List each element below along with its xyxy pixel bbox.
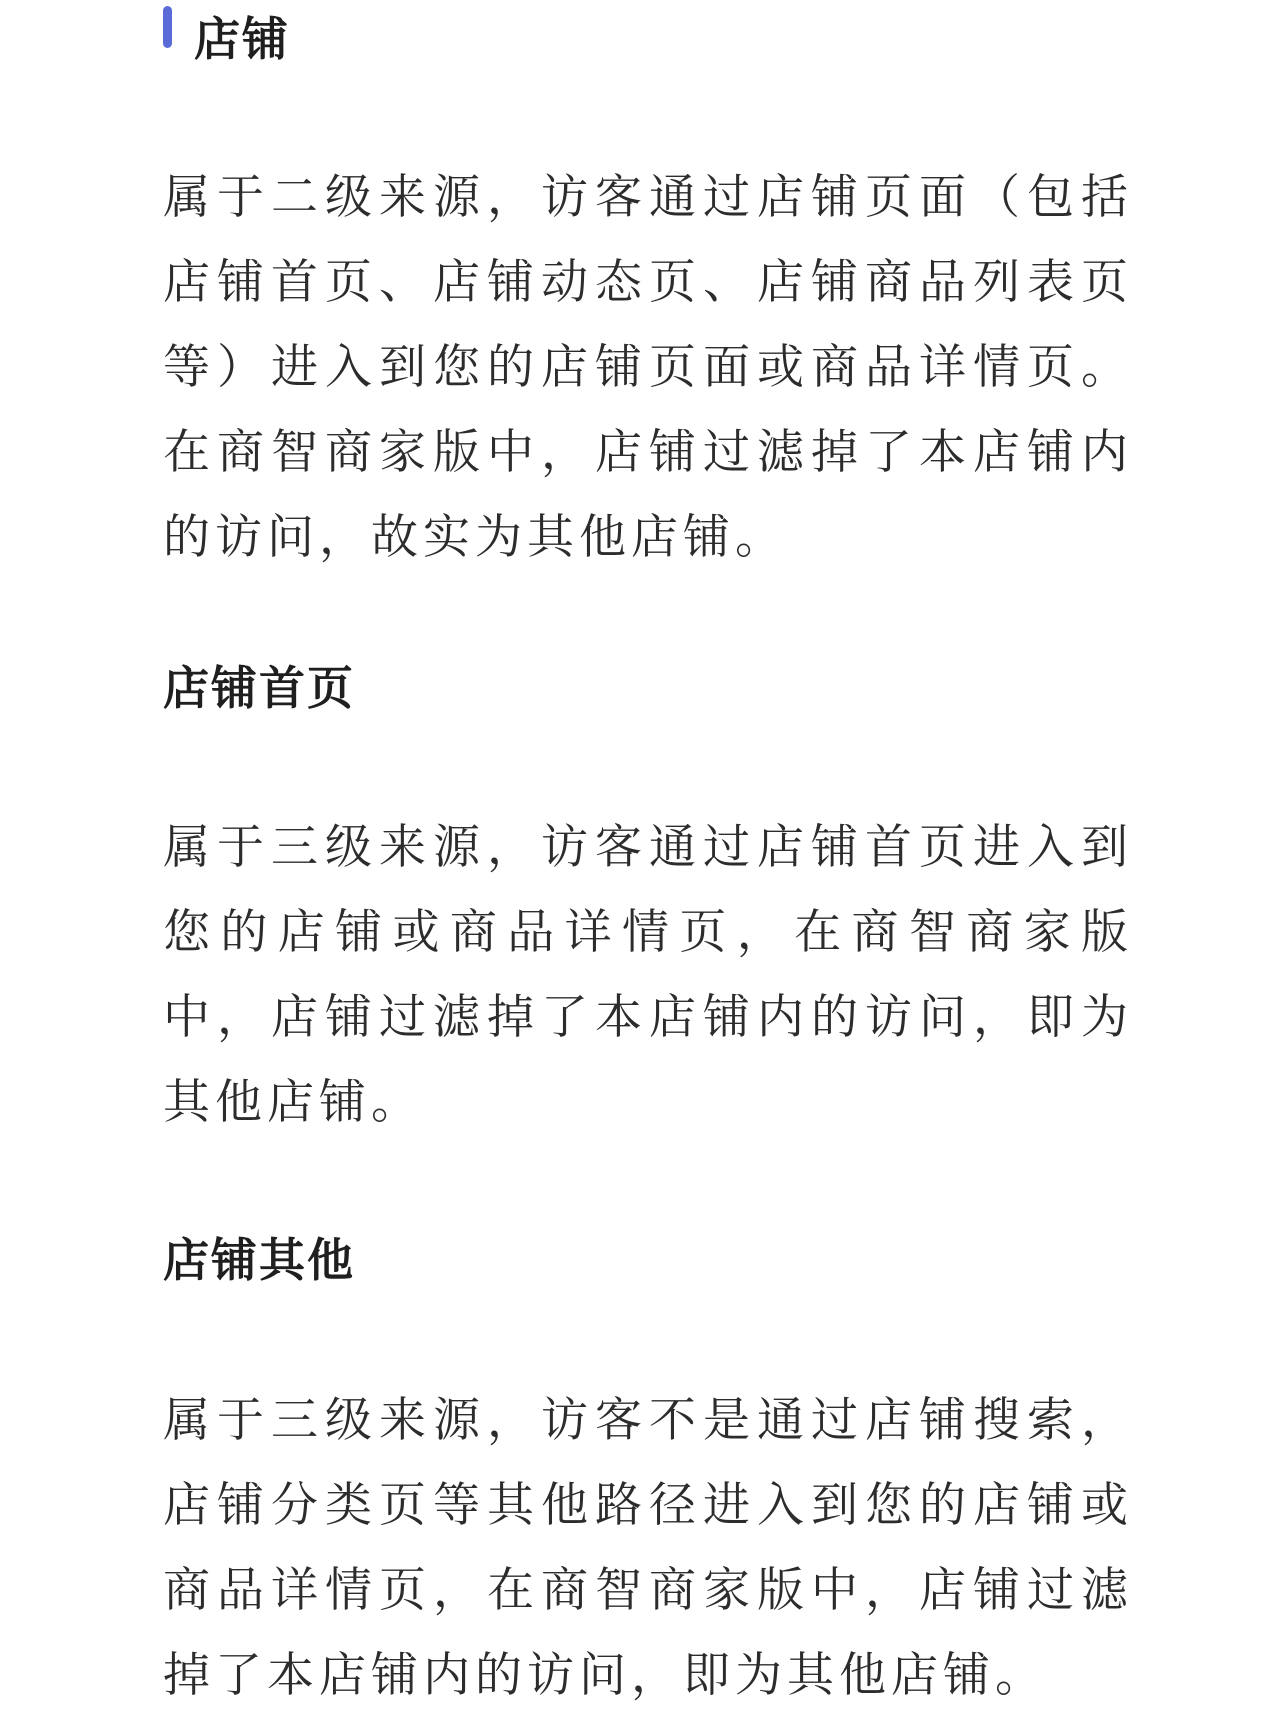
- section-header: [163, 4, 290, 74]
- subheading-store-homepage: 店铺首页: [163, 661, 355, 715]
- store-other-paragraph: 属于三级来源，访客不是通过店铺搜索，店铺分类页等其他路径进入到您的店铺或商品详情页，在商智商家版中，店铺过滤掉了本店铺内的访问，即为其他店铺。: [163, 1393, 1133, 1703]
- subheading-store-other: 店铺其他: [163, 1233, 355, 1287]
- section-title: 店铺: [194, 12, 290, 66]
- store-homepage-paragraph: 属于三级来源，访客通过店铺首页进入到您的店铺或商品详情页，在商智商家版中，店铺过滤掉了本店铺内的访问，即为其他店铺。: [163, 820, 1133, 1130]
- intro-paragraph: 属于二级来源，访客通过店铺页面（包括店铺首页、店铺动态页、店铺商品列表页等）进入到您的店铺页面或商品详情页。在商智商家版中，店铺过滤掉了本店铺内的访问，故实为其他店铺。: [163, 170, 1133, 565]
- accent-bar: [163, 6, 172, 48]
